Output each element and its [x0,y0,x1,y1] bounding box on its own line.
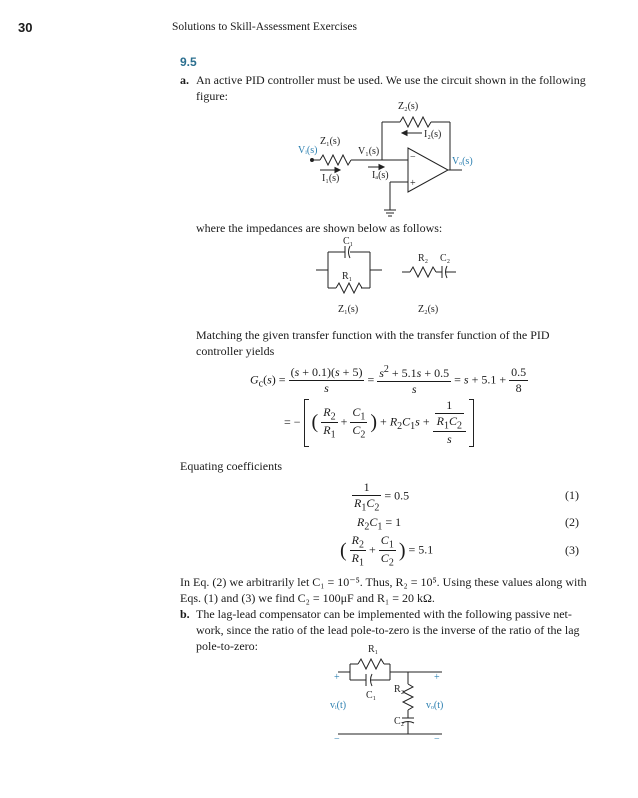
pid-opamp-circuit-figure [290,100,480,220]
conclusion-line2: Eqs. (1) and (3) we find C₂ = 100μF and R₁ = 20 kΩ. [180,591,435,605]
matching-line1: Matching the given transfer function with the transfer function of the PID [196,328,550,342]
svg-text:R₂: R₂ [394,684,405,695]
r2-resistor [410,267,436,277]
conclusion-line1: In Eq. (2) we arbitrarily let C₁ = 10⁻⁵. Thus, R₂ = 10⁵. Using these values along with [180,575,587,589]
label-z2: Z₂(s) [398,101,419,112]
r1-resistor [358,659,384,669]
svg-text:R₁: R₁ [342,271,353,282]
matching-line2: controller yields [196,344,275,358]
gc-equation-line1: $G_c(s)$ = $\frac{(s + 0.1)(s + 5)}{s}$ = $\frac{s^2 + 5.1s + 0.5}{s}$ = s + 5.1 + $\frac{0.5}{8}$ [250,364,527,396]
equation-3: ( $\frac{R_2}{R_1}$ + $\frac{C_1}{C_2}$ ) = 5.1 [340,533,434,569]
label-i2: I₂(s) [424,129,442,140]
svg-text:−: − [434,734,440,742]
svg-text:vₒ(t): vₒ(t) [426,700,444,711]
svg-text:Z₂(s): Z₂(s) [418,304,439,315]
svg-text:Z₁(s): Z₁(s) [338,304,359,315]
part-b-line2: work, since the ratio of the lead pole-to-zero is the inverse of the ratio of the lag [196,623,580,637]
part-b-marker: b. [180,607,190,621]
part-a-intro-line2: figure: [196,89,228,103]
svg-text:R₂: R₂ [418,253,429,264]
gc-equation-line2: = − ( $\frac{R_2}{R_1}$ + $\frac{C_1}{C_2}$ ) + $R_2C_1s$ + $\frac{\frac{1}{R_1C_2}}{s}$ [284,398,474,447]
equation-2: $R_2C_1 = 1$ [357,515,402,533]
svg-text:+: + [410,178,416,189]
section-number: 9.5 [180,55,197,69]
part-b-line1: The lag-lead compensator can be implemented with the following passive net- [196,607,572,621]
part-b-line3: pole-to-zero: [196,639,258,653]
svg-text:C₂: C₂ [394,716,405,727]
z2-impedance [400,117,431,127]
svg-text:−: − [410,152,416,163]
impedances-figure [310,234,470,316]
equation-2-label: (2) [565,515,579,529]
part-a-intro-line1: An active PID controller must be used. We use the circuit shown in the following [196,73,586,87]
r1-resistor [336,283,362,293]
label-ia: Iₐ(s) [372,170,389,181]
part-a-marker: a. [180,73,189,87]
where-text: where the impedances are shown below as follows: [196,221,443,235]
svg-text:C₂: C₂ [440,253,451,264]
label-vi: Vᵢ(s) [298,145,318,156]
label-z1: Z₁(s) [320,136,341,147]
label-v1: V₁(s) [358,146,380,157]
equating-text: Equating coefficients [180,459,283,473]
running-title: Solutions to Skill-Assessment Exercises [172,21,357,33]
r2-resistor [403,684,413,710]
svg-text:C₁: C₁ [366,690,377,701]
page-number: 30 [18,20,33,35]
svg-text:R₁: R₁ [368,644,379,655]
z1-impedance [320,155,351,165]
lag-lead-network-figure [320,642,460,742]
equation-1-label: (1) [565,488,579,502]
svg-text:C₁: C₁ [343,236,354,247]
svg-text:+: + [434,672,440,683]
svg-text:−: − [334,734,340,742]
equation-3-label: (3) [565,543,579,557]
svg-text:+: + [334,672,340,683]
label-vo: Vₒ(s) [452,156,473,167]
svg-text:vᵢ(t): vᵢ(t) [330,700,347,711]
equation-1: $\frac{1}{R_1C_2}$ = 0.5 [354,480,410,514]
label-i1: I₁(s) [322,173,340,184]
